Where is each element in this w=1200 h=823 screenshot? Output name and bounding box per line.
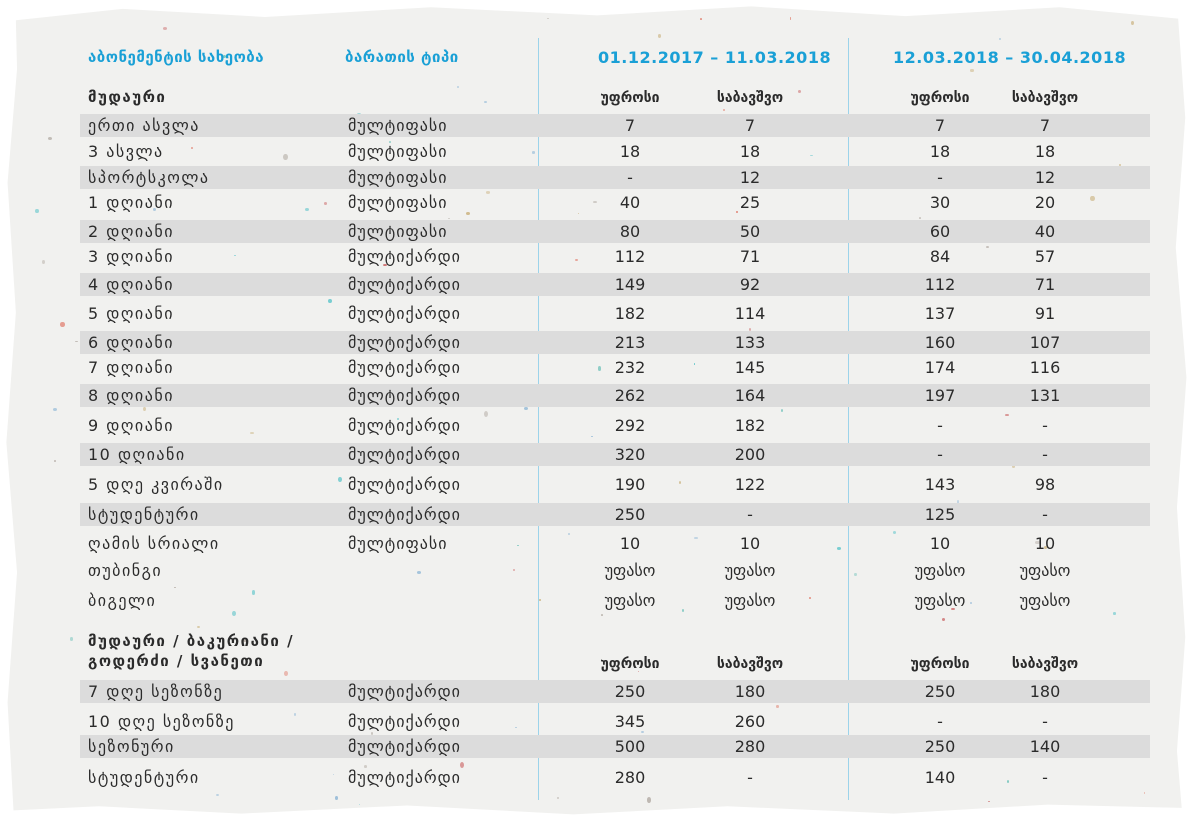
paper-speck (328, 299, 332, 303)
price-p2-adult: უფასო (914, 591, 966, 610)
row-card-type: მულტიქარდი (348, 768, 461, 787)
row-card-type: მულტიქარდი (348, 304, 461, 323)
paper-speck (338, 477, 342, 482)
price-p2-adult: 143 (924, 475, 956, 494)
row-card-type: მულტიფასი (348, 168, 448, 187)
price-p2-child: 20 (1034, 193, 1056, 212)
price-p1-adult: 112 (614, 247, 646, 266)
price-p2-child: 98 (1034, 475, 1056, 494)
price-p1-child: 10 (739, 534, 761, 553)
price-p1-adult: 262 (614, 386, 646, 405)
row-card-type: მულტიქარდი (348, 505, 461, 524)
price-p1-child: 122 (734, 475, 766, 494)
price-p1-child: უფასო (724, 591, 776, 610)
section-2-p1-child: საბავშვო (716, 656, 784, 672)
paper-speck (532, 151, 535, 154)
price-p2-child: 140 (1029, 737, 1061, 756)
price-p2-child: 71 (1034, 275, 1056, 294)
paper-speck (999, 38, 1001, 40)
row-card-type: მულტიქარდი (348, 358, 461, 377)
price-p1-adult: 292 (614, 416, 646, 435)
row-name: 3 დღიანი (88, 247, 174, 266)
row-name: 7 დღე სეზონზე (88, 682, 224, 701)
row-name: 10 დღე სეზონზე (88, 712, 235, 731)
paper-speck (647, 797, 651, 802)
paper-speck (539, 599, 541, 601)
paper-speck (557, 797, 559, 798)
price-p1-child: 164 (734, 386, 766, 405)
price-p2-child: - (1042, 505, 1048, 524)
price-p2-adult: 174 (924, 358, 956, 377)
row-name: თუბინგი (88, 561, 163, 580)
section-2-title-line-1: მუდაური / ბაკურიანი / (88, 632, 295, 650)
row-name: 3 ასვლა (88, 142, 164, 161)
paper-speck (679, 481, 681, 484)
price-p2-adult: 18 (929, 142, 951, 161)
section-2-p2-child: საბავშვო (1011, 656, 1079, 672)
price-p1-child: 25 (739, 193, 761, 212)
price-p1-child: 114 (734, 304, 766, 323)
price-p1-child: 18 (739, 142, 761, 161)
price-p1-adult: 500 (614, 737, 646, 756)
price-p2-child: 116 (1029, 358, 1061, 377)
paper-speck (335, 796, 338, 800)
paper-speck (601, 614, 603, 616)
price-p2-child: 18 (1034, 142, 1056, 161)
price-p2-adult: 140 (924, 768, 956, 787)
price-p2-adult: 7 (934, 116, 946, 135)
price-p1-adult: 182 (614, 304, 646, 323)
price-p1-child: 7 (744, 116, 756, 135)
price-p1-child: 180 (734, 682, 766, 701)
row-name: 2 დღიანი (88, 222, 174, 241)
section-2-title-line-2: გოდერძი / სვანეთი (88, 652, 265, 670)
row-name: სპორტსკოლა (88, 168, 210, 187)
section-1-p2-child: საბავშვო (1011, 90, 1079, 106)
price-p1-adult: 190 (614, 475, 646, 494)
price-p2-adult: 84 (929, 247, 951, 266)
row-name: 1 დღიანი (88, 193, 174, 212)
price-p1-child: 92 (739, 275, 761, 294)
price-p2-adult: - (937, 168, 943, 187)
price-p1-adult: 10 (619, 534, 641, 553)
price-p2-adult: 137 (924, 304, 956, 323)
paper-speck (986, 246, 989, 248)
price-p2-child: 107 (1029, 333, 1061, 352)
row-name: 9 დღიანი (88, 416, 174, 435)
row-name: სეზონური (88, 737, 175, 756)
price-p1-child: 71 (739, 247, 761, 266)
price-p1-adult: უფასო (604, 591, 656, 610)
paper-speck (250, 432, 254, 434)
price-p1-adult: 18 (619, 142, 641, 161)
price-p2-adult: - (937, 416, 943, 435)
paper-speck (970, 69, 974, 72)
price-p2-child: - (1042, 416, 1048, 435)
row-name: 8 დღიანი (88, 386, 174, 405)
paper-speck (324, 202, 327, 205)
paper-speck (942, 618, 945, 621)
row-card-type: მულტიქარდი (348, 247, 461, 266)
price-p2-adult: - (937, 712, 943, 731)
section-1-p1-adult: უფროსი (600, 90, 660, 106)
paper-speck (417, 571, 421, 574)
price-p2-child: - (1042, 768, 1048, 787)
paper-speck (70, 637, 74, 641)
row-card-type: მულტიქარდი (348, 682, 461, 701)
paper-speck (232, 611, 236, 616)
paper-speck (486, 191, 490, 194)
paper-speck (35, 209, 39, 213)
section-2-p1-adult: უფროსი (600, 656, 660, 672)
price-p1-adult: 149 (614, 275, 646, 294)
paper-speck (359, 804, 361, 805)
price-p1-child: 12 (739, 168, 761, 187)
price-p1-child: 50 (739, 222, 761, 241)
price-p2-adult: 250 (924, 682, 956, 701)
paper-speck (191, 147, 193, 148)
price-p1-child: 260 (734, 712, 766, 731)
row-name: 7 დღიანი (88, 358, 174, 377)
price-p2-adult: 197 (924, 386, 956, 405)
row-card-type: მულტიფასი (348, 193, 448, 212)
paper-speck (854, 573, 857, 577)
price-p1-adult: 280 (614, 768, 646, 787)
header-subscription-type: აბონემენტის სახეობა (88, 48, 265, 66)
price-p2-child: 7 (1039, 116, 1051, 135)
paper-speck (513, 569, 515, 571)
paper-speck (53, 408, 57, 411)
row-name: 10 დღიანი (88, 445, 186, 464)
price-p1-adult: 345 (614, 712, 646, 731)
paper-speck (1113, 612, 1116, 614)
price-p2-adult: - (937, 445, 943, 464)
section-1-p1-child: საბავშვო (716, 90, 784, 106)
price-p2-child: - (1042, 445, 1048, 464)
row-card-type: მულტიქარდი (348, 416, 461, 435)
paper-speck (284, 671, 287, 676)
row-card-type: მულტიქარდი (348, 737, 461, 756)
row-card-type: მულტიფასი (348, 534, 448, 553)
price-p2-adult: 250 (924, 737, 956, 756)
price-p2-adult: 125 (924, 505, 956, 524)
price-p1-adult: 250 (614, 682, 646, 701)
row-name: 6 დღიანი (88, 333, 174, 352)
paper-speck (54, 460, 56, 462)
price-p2-adult: 30 (929, 193, 951, 212)
row-card-type: მულტიქარდი (348, 333, 461, 352)
row-card-type: მულტიფასი (348, 142, 448, 161)
price-p1-child: 182 (734, 416, 766, 435)
price-p2-adult: 10 (929, 534, 951, 553)
row-name: 5 დღე კვირაში (88, 475, 224, 494)
price-p1-adult: უფასო (604, 561, 656, 580)
price-p2-child: 57 (1034, 247, 1056, 266)
row-card-type: მულტიქარდი (348, 275, 461, 294)
price-p1-adult: 232 (614, 358, 646, 377)
price-p2-adult: 60 (929, 222, 951, 241)
price-p2-child: 40 (1034, 222, 1056, 241)
price-p2-child: 131 (1029, 386, 1061, 405)
price-p1-adult: 7 (624, 116, 636, 135)
row-name: ერთი ასვლა (88, 116, 200, 135)
price-p2-child: - (1042, 712, 1048, 731)
row-name: 4 დღიანი (88, 275, 174, 294)
header-card-type: ბარათის ტიპი (345, 48, 459, 66)
price-p1-adult: 320 (614, 445, 646, 464)
price-p1-adult: - (627, 168, 633, 187)
price-p2-child: 12 (1034, 168, 1056, 187)
paper-speck (1131, 21, 1134, 25)
row-name: სტუდენტური (88, 768, 200, 787)
row-card-type: მულტიქარდი (348, 386, 461, 405)
price-p1-child: 133 (734, 333, 766, 352)
price-p1-adult: 80 (619, 222, 641, 241)
header-period-2: 12.03.2018 – 30.04.2018 (893, 48, 1127, 67)
price-p2-child: 10 (1034, 534, 1056, 553)
paper-speck (700, 18, 703, 20)
paper-speck (575, 259, 578, 261)
row-card-type: მულტიქარდი (348, 445, 461, 464)
price-p2-adult: უფასო (914, 561, 966, 580)
paper-speck (60, 322, 64, 326)
price-p2-child: 180 (1029, 682, 1061, 701)
section-1-p2-adult: უფროსი (910, 90, 970, 106)
price-p1-child: - (747, 505, 753, 524)
section-1-title: მუდაური (88, 88, 167, 106)
price-p1-child: 200 (734, 445, 766, 464)
row-card-type: მულტიქარდი (348, 475, 461, 494)
price-p1-child: 280 (734, 737, 766, 756)
section-2-p2-adult: უფროსი (910, 656, 970, 672)
price-p2-child: უფასო (1019, 591, 1071, 610)
row-name: ბიგელი (88, 591, 157, 610)
price-p2-adult: 160 (924, 333, 956, 352)
paper-speck (988, 801, 990, 802)
row-name: 5 დღიანი (88, 304, 174, 323)
row-name: ღამის სრიალი (88, 534, 220, 553)
price-p1-child: უფასო (724, 561, 776, 580)
price-p1-adult: 250 (614, 505, 646, 524)
paper-speck (1090, 196, 1094, 202)
price-p1-child: 145 (734, 358, 766, 377)
price-p2-child: უფასო (1019, 561, 1071, 580)
row-name: სტუდენტური (88, 505, 200, 524)
row-card-type: მულტიქარდი (348, 712, 461, 731)
price-p1-child: - (747, 768, 753, 787)
row-card-type: მულტიფასი (348, 222, 448, 241)
header-period-1: 01.12.2017 – 11.03.2018 (598, 48, 832, 67)
paper-speck (283, 154, 287, 160)
price-p1-adult: 213 (614, 333, 646, 352)
price-p2-adult: 112 (924, 275, 956, 294)
paper-speck (197, 626, 200, 629)
price-p2-child: 91 (1034, 304, 1056, 323)
price-p1-adult: 40 (619, 193, 641, 212)
row-card-type: მულტიფასი (348, 116, 448, 135)
